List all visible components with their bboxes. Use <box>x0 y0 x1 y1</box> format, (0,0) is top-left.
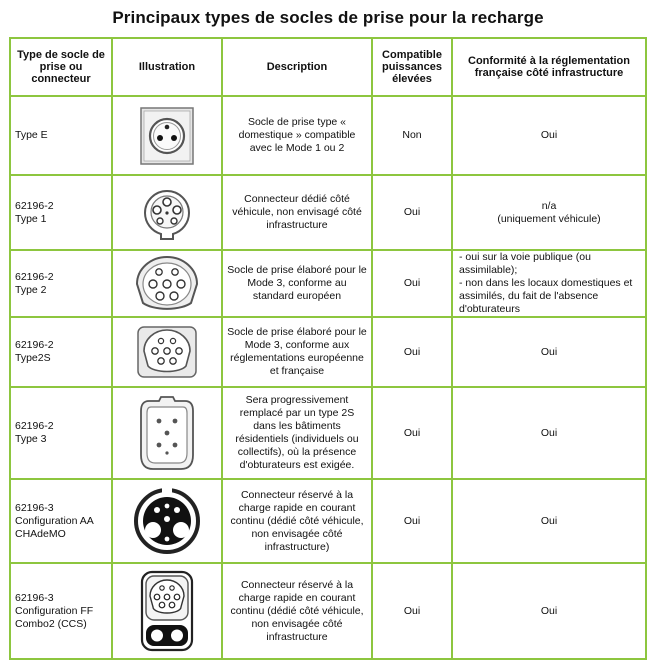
illustration-cell <box>112 175 222 250</box>
conformite-cell <box>452 96 646 175</box>
table-row <box>10 563 646 659</box>
type-line: CHAdeMO <box>15 527 66 540</box>
type-3-socket-icon <box>137 393 197 473</box>
type-line: Type 2 <box>15 283 47 296</box>
header-illustration: Illustration <box>112 38 222 96</box>
conformite-line: - non dans les locaux domestiques et assimilés, du fait de l'absence d'obturateurs <box>459 277 633 315</box>
connector-types-table <box>9 37 647 660</box>
illustration-cell <box>112 250 222 317</box>
compatible-cell: Oui <box>372 479 452 563</box>
table-row <box>10 96 646 175</box>
conformite-cell <box>452 387 646 479</box>
type-cell <box>10 250 112 317</box>
header-description: Description <box>222 38 372 96</box>
description-cell: Socle de prise type « domestique » compatible avec le Mode 1 ou 2 <box>222 96 372 175</box>
conformite-cell <box>452 175 646 250</box>
illustration-cell <box>112 387 222 479</box>
illustration-cell <box>112 479 222 563</box>
illustration-cell <box>112 317 222 387</box>
compatible-cell: Non <box>372 96 452 175</box>
table-row <box>10 387 646 479</box>
type-line: Configuration AA <box>15 514 94 527</box>
type-cell <box>10 479 112 563</box>
conformite-line: Oui <box>540 129 558 141</box>
description-cell: Socle de prise élaboré pour le Mode 3, conforme au standard européen <box>222 250 372 317</box>
conformite-line: Oui <box>540 345 558 358</box>
compatible-cell: Oui <box>372 250 452 317</box>
type-1-connector-icon <box>135 181 199 245</box>
conformite-line: Oui <box>540 514 558 527</box>
type-line: 62196-2 <box>15 339 54 351</box>
illustration-cell <box>112 96 222 175</box>
conformite-cell <box>452 563 646 659</box>
description-cell: Connecteur dédié côté véhicule, non envisagé côté infrastructure <box>222 175 372 250</box>
compatible-cell: Oui <box>372 317 452 387</box>
compatible-cell: Oui <box>372 175 452 250</box>
table-row <box>10 479 646 563</box>
type-cell <box>10 175 112 250</box>
type-line: Type2S <box>15 352 51 364</box>
type-line: Configuration FF <box>15 604 94 617</box>
type-cell <box>10 387 112 479</box>
type-2-socket-icon <box>131 255 203 313</box>
description-cell: Connecteur réservé à la charge rapide en courant continu (dédié côté véhicule, non envisagée côté infrastructure) <box>222 479 372 563</box>
conformite-line: (uniquement véhicule) <box>497 212 601 225</box>
type-line: Type 3 <box>15 433 47 445</box>
compatible-cell: Oui <box>372 387 452 479</box>
type-line: 62196-2 <box>15 420 54 432</box>
table-row <box>10 317 646 387</box>
type-line: Type E <box>15 129 48 141</box>
conformite-cell <box>452 250 646 317</box>
type-line: 62196-2 <box>15 270 54 283</box>
type-line: Type 1 <box>15 212 47 225</box>
header-conformite: Conformité à la réglementation française côté infrastructure <box>452 38 646 96</box>
type-cell <box>10 96 112 175</box>
table-row <box>10 250 646 317</box>
conformite-cell <box>452 317 646 387</box>
type-e-socket-icon <box>135 104 199 168</box>
conformite-line: Oui <box>540 426 558 439</box>
type-line: Combo2 (CCS) <box>15 617 87 630</box>
type-line: 62196-3 <box>15 591 54 604</box>
table-row <box>10 175 646 250</box>
type-line: 62196-2 <box>15 199 54 212</box>
conformite-line: n/a <box>541 199 557 212</box>
header-type: Type de socle de prise ou connecteur <box>10 38 112 96</box>
type-cell <box>10 563 112 659</box>
combo2-ccs-connector-icon <box>138 569 196 653</box>
header-compatible: Compatible puissances élevées <box>372 38 452 96</box>
illustration-cell <box>112 563 222 659</box>
description-cell: Socle de prise élaboré pour le Mode 3, conforme aux réglementations européenne et française <box>222 317 372 387</box>
conformite-line: Oui <box>540 604 558 617</box>
compatible-cell: Oui <box>372 563 452 659</box>
description-cell: Sera progressivement remplacé par un type 2S dans les bâtiments résidentiels (individuels ou collectifs), où la présence d'obturateurs est exigée. <box>222 387 372 479</box>
table-header-row <box>10 38 646 96</box>
type-2s-socket-icon <box>134 324 200 380</box>
page-title: Principaux types de socles de prise pour la recharge <box>112 8 544 27</box>
type-cell <box>10 317 112 387</box>
conformite-line: - oui sur la voie publique (ou assimilable); <box>459 251 591 276</box>
conformite-cell <box>452 479 646 563</box>
type-line: 62196-3 <box>15 501 54 514</box>
chademo-connector-icon <box>132 486 202 556</box>
description-cell: Connecteur réservé à la charge rapide en courant continu (dédié côté véhicule, non envisagée côté infrastructure <box>222 563 372 659</box>
